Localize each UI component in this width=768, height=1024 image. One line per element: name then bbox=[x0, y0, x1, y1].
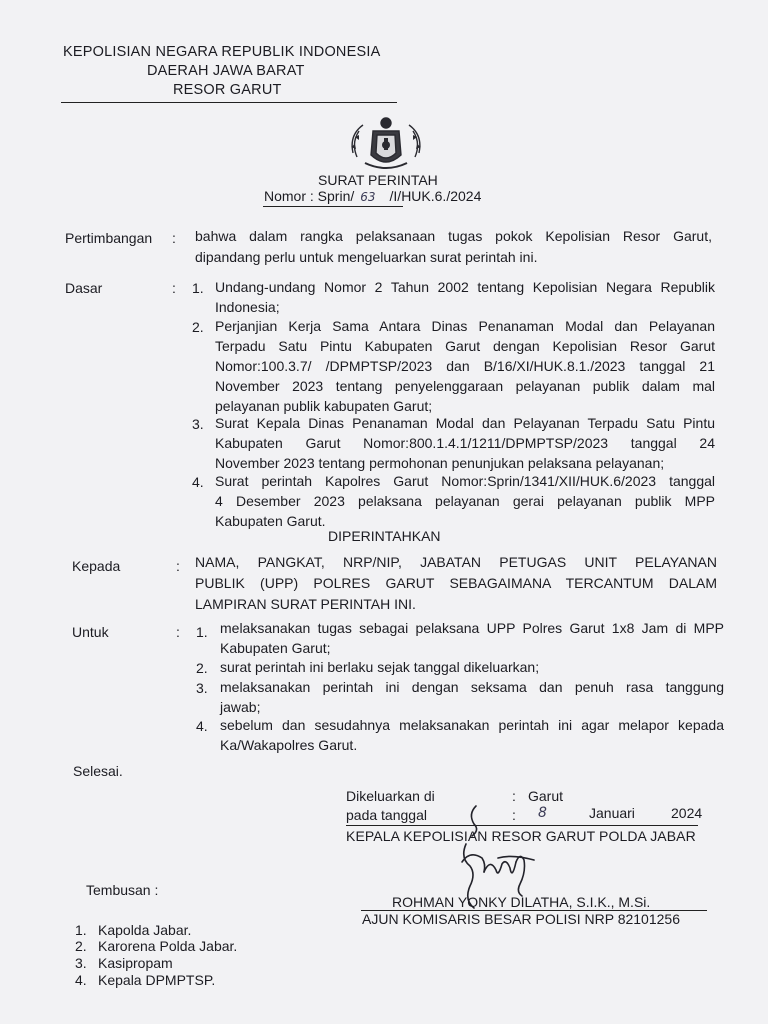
pertimbangan-label: Pertimbangan bbox=[65, 230, 153, 246]
dasar-label: Dasar bbox=[65, 280, 103, 296]
untuk-label: Untuk bbox=[72, 624, 109, 640]
dasar-item-4 bbox=[215, 471, 715, 531]
number-suffix: /I/HUK.6./2024 bbox=[389, 188, 482, 204]
text-line: Kabupaten Garut Nomor:800.1.4.1/1211/DPMPTSP/2023 tanggal 24 bbox=[215, 435, 715, 451]
kepada-label: Kepada bbox=[72, 558, 121, 574]
tembusan-number: 3. bbox=[75, 955, 87, 971]
text-line: November 2023 tentang permohonan penunjukan pelaksana pelayanan; bbox=[215, 455, 665, 471]
issued-date-colon: : bbox=[512, 807, 516, 823]
untuk-item-number: 4. bbox=[196, 718, 208, 734]
untuk-item-2 bbox=[220, 657, 724, 677]
untuk-item-3 bbox=[220, 677, 724, 717]
header-region: DAERAH JAWA BARAT bbox=[147, 63, 305, 79]
dasar-item-1 bbox=[215, 277, 715, 317]
untuk-colon: : bbox=[176, 624, 180, 640]
tembusan-item: Kepala DPMPTSP. bbox=[98, 972, 216, 988]
untuk-item-number: 1. bbox=[196, 624, 208, 640]
text-line: bahwa dalam rangka pelaksanaan tugas pokok Kepolisian Resor Garut, bbox=[195, 228, 712, 244]
text-line: Indonesia; bbox=[215, 299, 280, 315]
text-line: November 2023 tentang penyelenggaraan pelayanan publik dalam mal bbox=[215, 378, 715, 394]
dasar-item-number: 3. bbox=[192, 416, 204, 432]
title-underline bbox=[263, 206, 403, 207]
untuk-item-4 bbox=[220, 715, 724, 755]
issued-date-year: 2024 bbox=[671, 805, 703, 821]
dasar-item-3 bbox=[215, 413, 715, 473]
pertimbangan-colon: : bbox=[172, 230, 176, 246]
issued-place-label: Dikeluarkan di bbox=[346, 788, 435, 804]
text-line: melaksanakan tugas sebagai pelaksana UPP Polres Garut 1x8 Jam di MPP bbox=[220, 620, 724, 636]
document-title: SURAT PERINTAH bbox=[318, 172, 438, 188]
dasar-item-number: 4. bbox=[192, 474, 204, 490]
kepada-colon: : bbox=[176, 558, 180, 574]
tembusan-item: Karorena Polda Jabar. bbox=[98, 938, 238, 954]
untuk-item-1 bbox=[220, 618, 724, 658]
pertimbangan-text bbox=[195, 220, 712, 267]
text-line: Kabupaten Garut. bbox=[215, 513, 326, 529]
document-number bbox=[264, 188, 481, 204]
text-line: pelayanan publik kabupaten Garut; bbox=[215, 398, 433, 414]
text-line: jawab; bbox=[220, 699, 261, 715]
text-line: surat perintah ini berlaku sejak tanggal dikeluarkan; bbox=[220, 659, 540, 675]
police-emblem-icon bbox=[343, 113, 429, 175]
selesai-text: Selesai. bbox=[73, 763, 123, 779]
issued-place-colon: : bbox=[512, 788, 516, 804]
dasar-item-2 bbox=[215, 316, 715, 416]
text-line: Surat Kepala Dinas Penanaman Modal dan Pelayanan Terpadu Satu Pintu bbox=[215, 415, 715, 431]
text-line: NAMA, PANGKAT, NRP/NIP, JABATAN PETUGAS UNIT PELAYANAN bbox=[195, 554, 717, 570]
header-underline bbox=[61, 102, 397, 103]
text-line: LAMPIRAN SURAT PERINTAH INI. bbox=[195, 596, 416, 612]
signer-name: ROHMAN YONKY DILATHA, S.I.K., M.Si. bbox=[392, 894, 651, 910]
issued-place-value: Garut bbox=[528, 788, 564, 804]
text-line: Undang-undang Nomor 2 Tahun 2002 tentang Kepolisian Negara Republik bbox=[215, 279, 715, 295]
dasar-item-number: 1. bbox=[192, 280, 204, 296]
signer-rank: AJUN KOMISARIS BESAR POLISI NRP 82101256 bbox=[362, 911, 680, 927]
header-institution: KEPOLISIAN NEGARA REPUBLIK INDONESIA bbox=[63, 44, 381, 60]
tembusan-number: 4. bbox=[75, 972, 87, 988]
number-handwritten: 63 bbox=[360, 190, 376, 204]
text-line: 4 Desember 2023 pelaksana pelayanan gerai pelayanan publik MPP bbox=[215, 493, 715, 509]
issuing-office: KEPALA KEPOLISIAN RESOR GARUT POLDA JABAR bbox=[346, 828, 696, 844]
dasar-item-number: 2. bbox=[192, 319, 204, 335]
issued-date-day: 8 bbox=[538, 805, 547, 821]
header-unit: RESOR GARUT bbox=[173, 82, 282, 98]
tembusan-number: 2. bbox=[75, 938, 87, 954]
tembusan-item: Kasipropam bbox=[98, 955, 173, 971]
text-line: sebelum dan sesudahnya melaksanakan perintah ini agar melapor kepada bbox=[220, 717, 724, 733]
text-line: Perjanjian Kerja Sama Antara Dinas Penanaman Modal dan Pelayanan bbox=[215, 318, 715, 334]
text-line: Kabupaten Garut; bbox=[220, 640, 331, 656]
diperintahkan-heading: DIPERINTAHKAN bbox=[328, 528, 441, 544]
tembusan-item: Kapolda Jabar. bbox=[98, 922, 192, 938]
tembusan-label: Tembusan : bbox=[86, 882, 159, 898]
text-line: dipandang perlu untuk mengeluarkan surat perintah ini. bbox=[195, 249, 538, 265]
text-line: Nomor:100.3.7/ /DPMPTSP/2023 dan B/16/XI/HUK.8.1./2023 tanggal 21 bbox=[215, 358, 715, 374]
tembusan-number: 1. bbox=[75, 922, 87, 938]
number-prefix: Nomor : Sprin/ bbox=[264, 188, 355, 204]
issued-date-month: Januari bbox=[589, 805, 635, 821]
text-line: PUBLIK (UPP) POLRES GARUT SEBAGAIMANA TERCANTUM DALAM bbox=[195, 575, 717, 591]
text-line: melaksanakan perintah ini dengan seksama dan penuh rasa tanggung bbox=[220, 679, 724, 695]
issued-date-label: pada tanggal bbox=[346, 807, 427, 823]
text-line: Terpadu Satu Pintu Kabupaten Garut dengan Kepolisian Resor Garut bbox=[215, 338, 715, 354]
untuk-item-number: 2. bbox=[196, 660, 208, 676]
text-line: Surat perintah Kapolres Garut Nomor:Sprin/1341/XII/HUK.6/2023 tanggal bbox=[215, 473, 715, 489]
dasar-colon: : bbox=[172, 280, 176, 296]
text-line: Ka/Wakapolres Garut. bbox=[220, 737, 358, 753]
kepada-text bbox=[195, 552, 717, 615]
untuk-item-number: 3. bbox=[196, 680, 208, 696]
